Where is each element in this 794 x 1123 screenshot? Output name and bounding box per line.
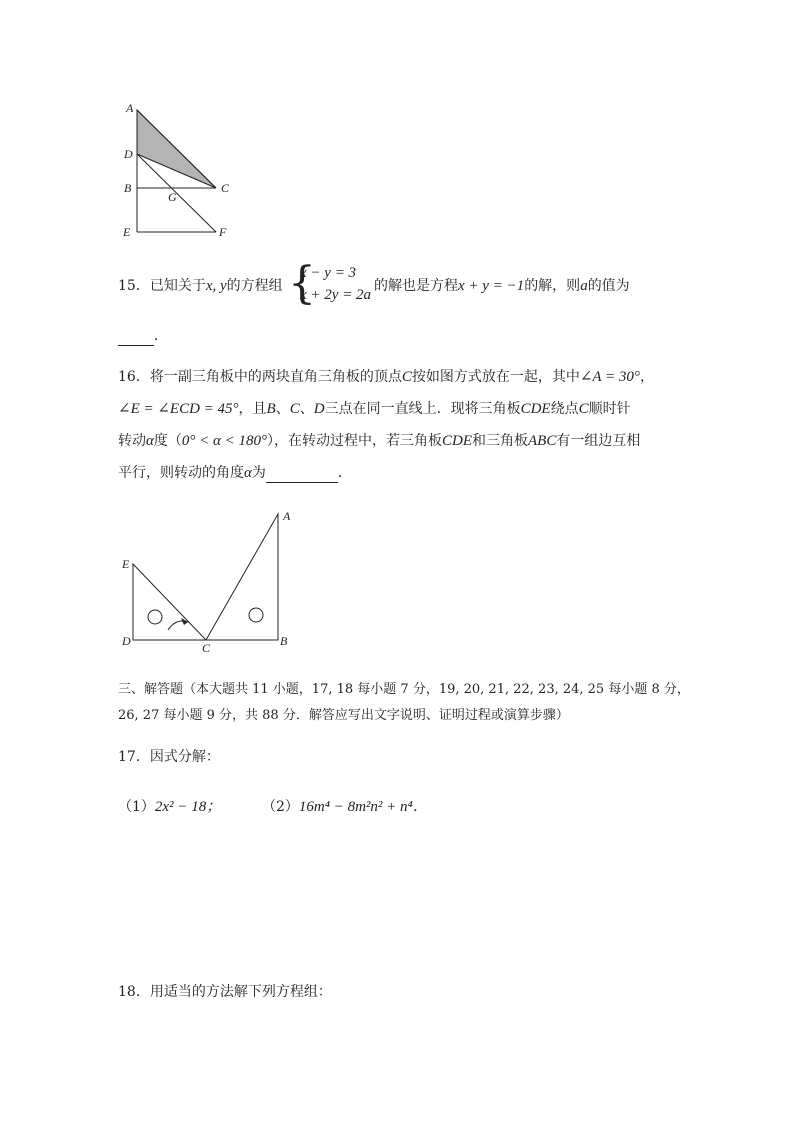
q15-brace: { xyxy=(288,258,316,309)
q16-line-1 xyxy=(118,367,654,387)
label-d: D xyxy=(124,147,133,161)
q17-p2-expr: 16m⁴ − 8m²n² + n⁴． xyxy=(298,799,428,815)
q17-p1-expr: 2x² − 18； xyxy=(154,799,222,815)
q15-number: 15． xyxy=(118,278,150,294)
label-c: C xyxy=(202,641,211,655)
q16-text: 16．将一副三角板中的两块直角三角板的顶点 xyxy=(118,369,402,385)
q16-text: 顺时针 xyxy=(588,401,631,417)
q17-p2-label: （2） xyxy=(262,799,299,815)
q15-text-c: 的解也是方程 xyxy=(374,278,458,294)
q16-var: ABC xyxy=(528,433,557,449)
q18-title: 18．用适当的方法解下列方程组： xyxy=(118,984,332,1000)
hole-left xyxy=(148,610,162,624)
q16-text: 平行，则转动的角度 xyxy=(118,465,244,481)
label-b: B xyxy=(280,634,288,648)
figure-1 xyxy=(118,98,248,243)
label-f: F xyxy=(219,225,227,239)
q17-part-2 xyxy=(262,797,428,817)
q15-answer xyxy=(118,326,168,346)
q15-text-e: 的值为 xyxy=(587,278,630,294)
q16-line-4 xyxy=(118,463,352,483)
q16-text: 度（ xyxy=(153,433,182,449)
q16-var: α xyxy=(244,465,252,481)
q15-vars: x, y xyxy=(205,278,227,294)
q15-eq3: x + y = −1 xyxy=(458,278,525,294)
q16-line-3 xyxy=(118,431,640,451)
q16-var: C xyxy=(289,401,300,417)
q15-end: ． xyxy=(154,328,168,344)
q17-title: 17．因式分解： xyxy=(118,749,220,765)
hole-right xyxy=(249,608,263,622)
label-a: A xyxy=(283,509,291,523)
q17-p1-label: （1） xyxy=(118,799,155,815)
q16-angles: ∠E = ∠ECD = 45° xyxy=(118,401,239,417)
q17-part-1 xyxy=(118,797,221,817)
q16-range: 0° < α < 180° xyxy=(181,433,267,449)
triangle-abc xyxy=(206,514,278,640)
q16-text: ，且 xyxy=(238,401,267,417)
q15-line xyxy=(118,276,283,296)
q16-var: C xyxy=(401,369,412,385)
q16-var: D xyxy=(313,401,325,417)
q16-text: 绕点 xyxy=(550,401,579,417)
q16-text: 、 xyxy=(299,401,314,417)
q15-line-cont xyxy=(374,276,630,296)
q16-var: CDE xyxy=(442,433,472,449)
q15-text-a: 已知关于 xyxy=(149,278,206,294)
q15-text-d: 的解，则 xyxy=(524,278,581,294)
q16-var: C xyxy=(578,401,589,417)
section-3-heading: 三、解答题（本大题共 11 小题，17, 18 每小题 7 分，19, 20, 21, 22, 23, 24, 25 每小题 8 分， xyxy=(118,682,690,697)
label-d: D xyxy=(122,634,131,648)
q16-angle-a: ∠A = 30° xyxy=(579,369,640,385)
q15-text-b: 的方程组 xyxy=(226,278,283,294)
label-e: E xyxy=(123,225,131,239)
q16-text: 有一组边互相 xyxy=(556,433,641,449)
q16-var: CDE xyxy=(520,401,551,417)
q15-var-a: a xyxy=(580,278,588,294)
q16-text: 转动 xyxy=(118,433,146,449)
q16-var: α xyxy=(146,433,154,449)
figure-2 xyxy=(118,506,298,656)
q15-eq1: x − y = 3 xyxy=(300,265,357,281)
q16-var: B xyxy=(266,401,276,417)
q15-eq2: x + 2y = 2a xyxy=(300,287,372,303)
label-b: B xyxy=(124,181,132,195)
q16-text: 为 xyxy=(251,465,266,481)
q16-text: 、 xyxy=(275,401,290,417)
q16-text: 三点在同一直线上．现将三角板 xyxy=(324,401,521,417)
q16-answer-blank xyxy=(266,468,338,483)
q15-answer-blank xyxy=(118,331,154,346)
q16-text: ），在转动过程中，若三角板 xyxy=(267,433,442,449)
q16-text: ． xyxy=(337,465,352,481)
label-g: G xyxy=(168,190,177,204)
q16-line-2 xyxy=(118,399,631,419)
q16-text: 和三角板 xyxy=(472,433,528,449)
q16-text: 按如图方式放在一起，其中 xyxy=(411,369,580,385)
section-3-heading-cont: 26, 27 每小题 9 分，共 88 分．解答应写出文字说明、证明过程或演算步骤） xyxy=(118,708,569,723)
label-c: C xyxy=(221,181,230,195)
label-a: A xyxy=(126,101,134,115)
label-e: E xyxy=(122,557,130,571)
q16-text: ， xyxy=(639,369,654,385)
